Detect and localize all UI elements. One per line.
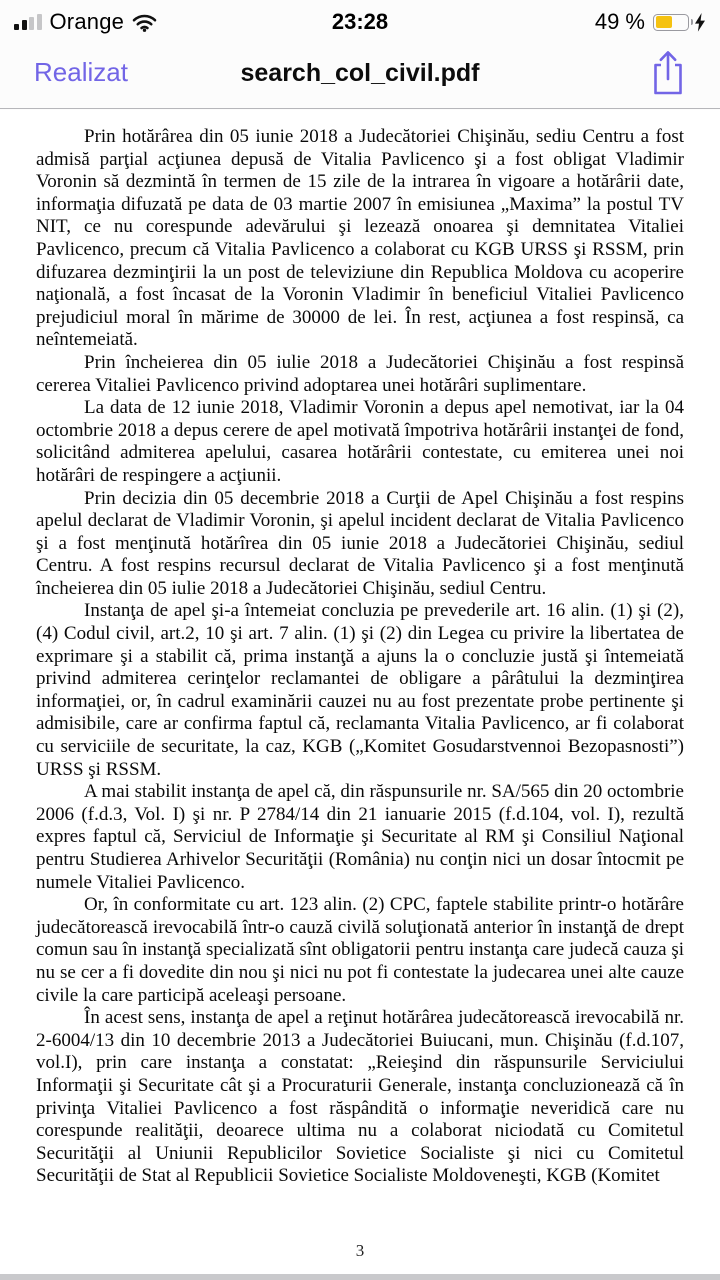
share-icon xyxy=(648,48,688,103)
paragraph: La data de 12 iunie 2018, Vladimir Voronin a depus apel nemotivat, iar la 04 octombrie 2018 a depus cerere de apel motivată împotriva hotărârii instanţei de fond, solicitând admiterea apelului, casarea hotărârii contestate, cu emiterea unei noi hotărâri de respingere a acţiunii. xyxy=(36,397,684,486)
status-bar-time: 23:28 xyxy=(331,9,389,34)
page-number: 3 xyxy=(355,1241,365,1260)
wifi-icon xyxy=(132,14,157,32)
carrier-label: Orange xyxy=(49,9,125,34)
paragraph: Prin decizia din 05 decembrie 2018 a Curţii de Apel Chişinău a fost respins apelul declarat de Vladimir Voronin, şi apelul incident declarat de Vitalia Pavlicenco şi a fost menţinută hotărîrea din 05 iunie 2018 a Judecătoriei Chişinău, sediul Centru. A fost respins recursul declarat de Vitalia Pavlicenco şi a fost menţinută încheierea din 05 iulie 2018 a Judecătoriei Chişinău, sediul Centru. xyxy=(36,487,684,599)
paragraph: A mai stabilit instanţa de apel că, din răspunsurile nr. SA/565 din 20 octombrie 2006 (f.d.3, Vol. I) şi nr. P 2784/14 din 21 ianuarie 2015 (f.d.104, vol. I), rezultă expres faptul că, Serviciul de Informaţie şi Securitate al RM şi Consiliul Naţional pentru Studierea Arhivelor Securităţii (România) nu conţin nici un dosar întocmit pe numele Vitaliei Pavlicenco. xyxy=(36,781,684,893)
status-bar xyxy=(0,0,720,40)
done-button[interactable]: Realizat xyxy=(34,57,128,87)
charging-bolt-icon xyxy=(694,13,706,32)
page-separator xyxy=(0,1274,720,1280)
status-bar-right xyxy=(595,9,706,35)
document-title: search_col_civil.pdf xyxy=(240,59,480,87)
battery-percent-label: 49 % xyxy=(594,9,645,34)
battery-icon xyxy=(653,13,706,32)
status-bar-left xyxy=(14,9,157,35)
paragraph: Prin încheierea din 05 iulie 2018 a Judecătoriei Chişinău a fost respinsă cererea Vitaliei Pavlicenco privind adoptarea unei hotărâri suplimentare. xyxy=(36,351,684,396)
paragraph: Prin hotărârea din 05 iunie 2018 a Judecătoriei Chişinău, sediu Centru a fost admisă parţial acţiunea depusă de Vitalia Pavlicenco şi a fost obligat Vladimir Voronin să dezmintă în termen de 15 zile de la intrarea în vigoare a hotărârii date, informaţia difuzată pe data de 03 martie 2007 în emisiunea „Maxima” la postul TV NIT, ce nu corespunde adevărului şi lezează onoarea şi demnitatea Vitaliei Pavlicenco, precum că Vitalia Pavlicenco a colaborat cu KGB URSS şi RSSM, prin difuzarea dezminţirii la un post de televiziune din Republica Moldova cu acoperire naţională, a fost încasat de la Voronin Vladimir în beneficiul Vitaliei Pavlicenco prejudiciul moral în mărime de 30000 de lei. În rest, acţiunea a fost respinsă, ca neîntemeiată. xyxy=(36,126,684,351)
pdf-page-view[interactable] xyxy=(0,110,720,1274)
paragraph: Or, în conformitate cu art. 123 alin. (2) CPC, faptele stabilite printr-o hotărâre judecătorească irevocabilă într-o cauză civilă soluţionată anterior în instanţă de drept comun sau în instanţă specializată sînt obligatorii pentru instanţa care judecă cauza şi nu se cer a fi dovedite din nou şi nici nu pot fi contestate la judecarea unei alte cauze civile la care participă aceleaşi persoane. xyxy=(36,894,684,1006)
cellular-signal-icon xyxy=(14,14,42,30)
paragraph: Instanţa de apel şi-a întemeiat concluzia pe prevederile art. 16 alin. (1) şi (2), (4) Codul civil, art.2, 10 şi art. 7 alin. (1) şi (2) din Legea cu privire la libertatea de exprimare şi a stabilit că, prima instanţă a ajuns la o concluzie justă şi întemeiată privind admiterea cerinţelor reclamantei de obligare a pârâtului la dezminţirea informaţiei, or, în cadrul examinării cauzei nu au fost prezentate probe pertinente şi admisibile, care ar confirma faptul că, reclamanta Vitalia Pavlicenco, ar fi colaborat cu serviciile de securitate, la caz, KGB („Komitet Gosudarstvennoi Bezopasnosti”) URSS şi RSSM. xyxy=(36,600,684,780)
share-button[interactable] xyxy=(648,48,688,100)
nav-bar xyxy=(0,40,720,109)
pdf-text-content xyxy=(0,110,720,1232)
paragraph: În acest sens, instanţa de apel a reţinut hotărârea judecătorească irevocabilă nr. 2-6004/13 din 10 decembrie 2013 a Judecătoriei Buiucani, mun. Chişinău (f.d.107, vol.I), prin care instanţa a constatat: „Reieşind din răspunsurile Serviciului Informaţii şi Securitate cât şi a Procuraturii Generale, instanţa concluzionează că în privinţa Vitaliei Pavlicenco a fost răspândită o informaţie neveridică care nu corespunde realităţii, deoarece ultima nu a colaborat niciodată cu Comitetul Securităţii al Uniunii Republicilor Sovietice Socialiste şi nici cu Comitetul Securităţii de Stat al Republicii Sovietice Socialiste Moldoveneşti, KGB (Komitet xyxy=(36,1007,684,1187)
